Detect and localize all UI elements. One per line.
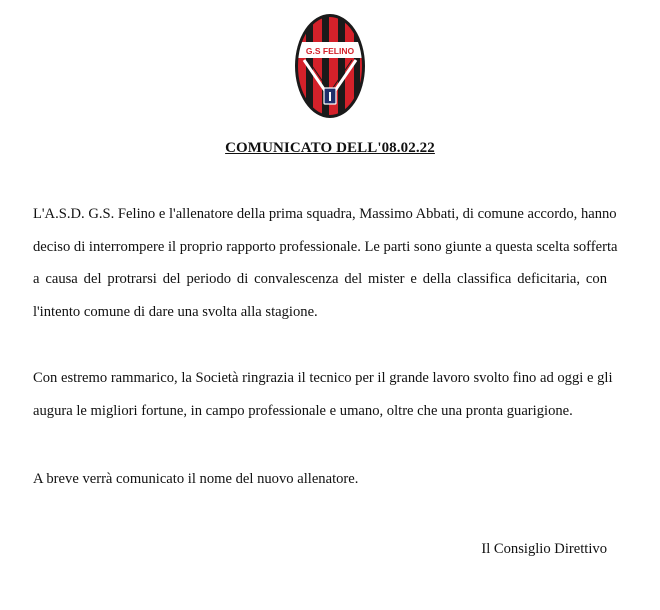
text-line: L'A.S.D. G.S. Felino e l'allenatore della prima squadra, Massimo Abbati, di comune accordo, hanno xyxy=(33,206,617,222)
text-line: Con estremo rammarico, la Società ringrazia il tecnico per il grande lavoro svolto fino ad oggi e gli xyxy=(33,370,613,386)
page-title: COMUNICATO DELL'08.02.22 xyxy=(225,140,435,156)
text-line: A breve verrà comunicato il nome del nuovo allenatore. xyxy=(33,471,359,487)
logo-text: G.S FELINO xyxy=(305,46,355,56)
paragraph-new-coach xyxy=(33,463,607,496)
club-logo xyxy=(294,12,366,120)
text-line: augura le migliori fortune, in campo professionale e umano, oltre che una pronta guarigione. xyxy=(33,402,573,419)
signature: Il Consiglio Direttivo xyxy=(481,541,607,557)
text-line: deciso di interrompere il proprio rapporto professionale. Le parti sono giunte a questa scelta sofferta xyxy=(33,238,618,255)
paragraph-announcement xyxy=(33,198,618,328)
text-line: l'intento comune di dare una svolta alla stagione. xyxy=(33,303,318,320)
text-line: a causa del protrarsi del periodo di convalescenza del mister e della classifica deficitaria, con xyxy=(33,271,607,287)
paragraph-thanks xyxy=(33,362,613,427)
